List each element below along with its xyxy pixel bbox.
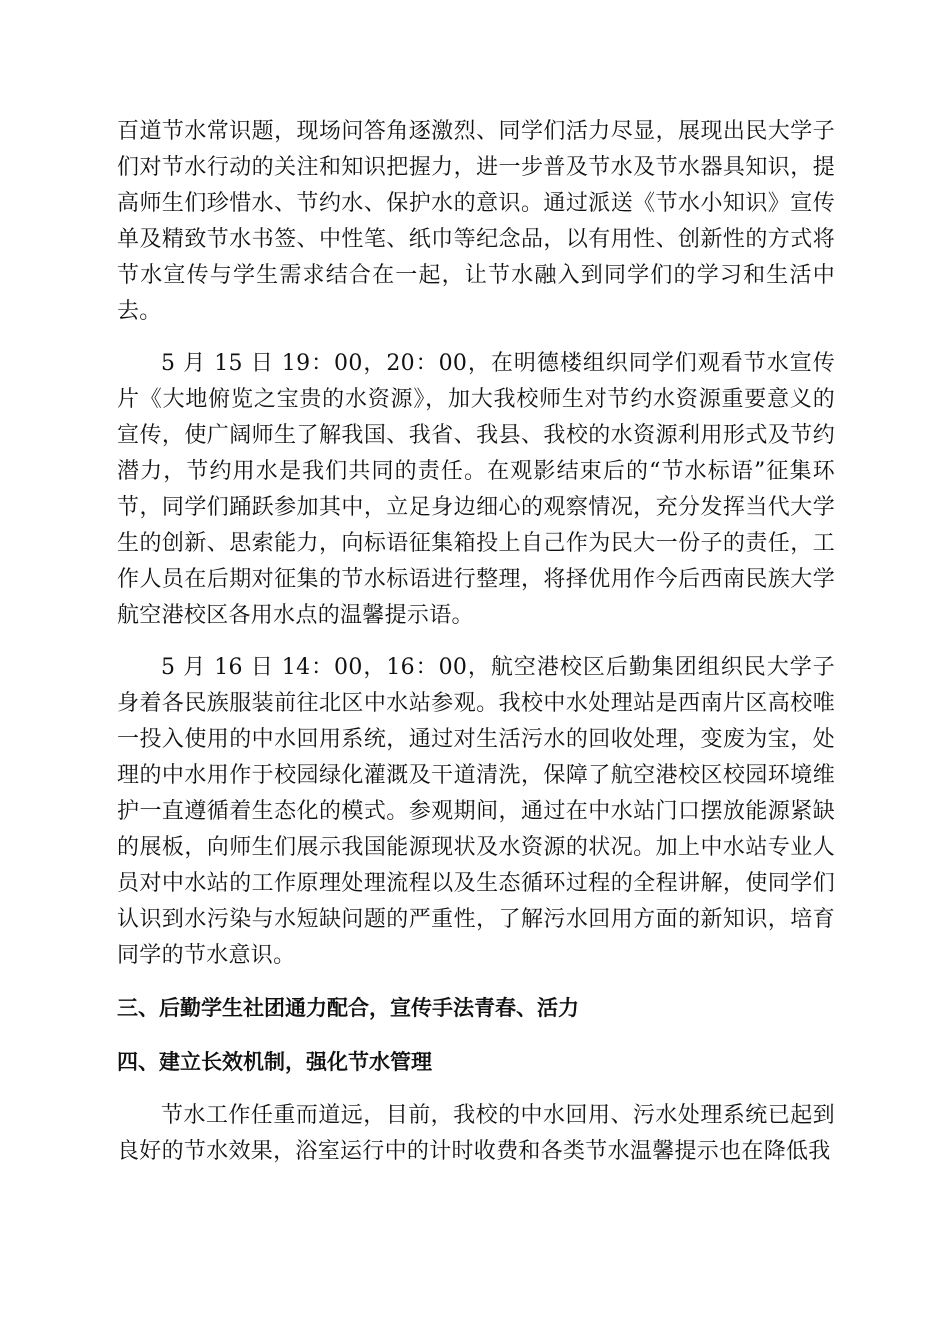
paragraph-quiz-activity: 百道节水常识题，现场问答角逐激烈、同学们活力尽显，展现出民大学子们对节水行动的关注和知识把握力，进一步普及节水及节水器具知识，提高师生们珍惜水、节约水、保护水的意识。通过派送《节水小知识》宣传单及精致节水书签、中性笔、纸巾等纪念品，以有用性、创新性的方式将节水宣传与学生需求结合在一起，让节水融入到同学们的学习和生活中去。 (117, 119, 835, 324)
document-page (117, 114, 835, 1186)
section-heading-4: 四、建立长效机制，强化节水管理 (117, 1050, 432, 1074)
paragraph-water-station-visit: 5 月 16 日 14：00，16：00，航空港校区后勤集团组织民大学子身着各民族服装前往北区中水站参观。我校中水处理站是西南片区高校唯一投入使用的中水回用系统，通过对生活污水的回收处理，变废为宝，处理的中水用作于校园绿化灌溉及干道清洗，保障了航空港校区校园环境维护一直遵循着生态化的模式。参观期间，通过在中水站门口摆放能源紧缺的展板，向师生们展示我国能源现状及水资源的状况。加上中水站专业人员对中水站的工作原理处理流程以及生态循环过程的全程讲解，使同学们认识到水污染与水短缺问题的严重性，了解污水回用方面的新知识，培育同学的节水意识。 (117, 655, 835, 968)
section-heading-3: 三、后勤学生社团通力配合，宣传手法青春、活力 (117, 996, 579, 1020)
paragraph-film-screening: 5 月 15 日 19：00，20：00，在明德楼组织同学们观看节水宣传片《大地俯览之宝贵的水资源》，加大我校师生对节约水资源重要意义的宣传，使广阔师生了解我国、我省、我县、我校的水资源利用形式及节约潜力，节约用水是我们共同的责任。在观影结束后的“节水标语”征集环节，同学们踊跃参加其中，立足身边细心的观察情况，充分发挥当代大学生的创新、思索能力，向标语征集箱投上自己作为民大一份子的责任，工作人员在后期对征集的节水标语进行整理，将择优用作今后西南民族大学航空港校区各用水点的温馨提示语。 (117, 351, 835, 628)
paragraph-long-term-mechanism: 节水工作任重而道远，目前，我校的中水回用、污水处理系统已起到良好的节水效果，浴室运行中的计时收费和各类节水温馨提示也在降低我 (117, 1103, 835, 1164)
